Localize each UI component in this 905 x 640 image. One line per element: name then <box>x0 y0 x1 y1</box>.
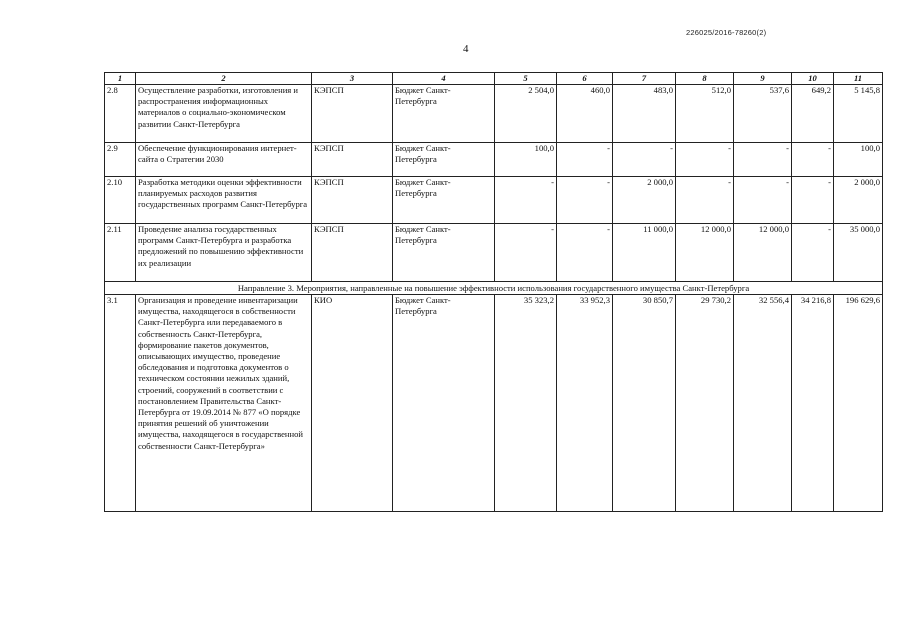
amount-cell: 11 000,0 <box>613 224 676 282</box>
funding-source: Бюджет Санкт-Петербурга <box>393 143 495 177</box>
amount-cell: - <box>734 143 792 177</box>
row-number: 2.8 <box>105 85 136 143</box>
table-row <box>105 177 883 224</box>
amount-cell: - <box>676 177 734 224</box>
column-header: 4 <box>393 73 495 85</box>
activity-name: Проведение анализа государственных программ Санкт-Петербурга и разработка предложений по повышению эффективности их реализации <box>136 224 312 282</box>
amount-cell: 35 323,2 <box>495 295 557 512</box>
table-row <box>105 85 883 143</box>
amount-cell: 649,2 <box>792 85 834 143</box>
amount-cell: 460,0 <box>557 85 613 143</box>
table-row <box>105 224 883 282</box>
amount-cell: - <box>792 224 834 282</box>
amount-cell: 483,0 <box>613 85 676 143</box>
amount-cell: 32 556,4 <box>734 295 792 512</box>
amount-cell: - <box>792 177 834 224</box>
amount-cell: 537,6 <box>734 85 792 143</box>
amount-cell: 33 952,3 <box>557 295 613 512</box>
table-row <box>105 295 883 512</box>
total-cell: 35 000,0 <box>834 224 883 282</box>
executor: КЭПСП <box>312 143 393 177</box>
amount-cell: - <box>495 177 557 224</box>
activity-name: Осуществление разработки, изготовления и распространения информационных материалов о социально-экономическом развитии Санкт-Петербурга <box>136 85 312 143</box>
row-number: 2.11 <box>105 224 136 282</box>
amount-cell: - <box>557 177 613 224</box>
amount-cell: 30 850,7 <box>613 295 676 512</box>
column-header: 1 <box>105 73 136 85</box>
total-cell: 196 629,6 <box>834 295 883 512</box>
funding-source: Бюджет Санкт-Петербурга <box>393 85 495 143</box>
column-header: 3 <box>312 73 393 85</box>
column-number-row <box>105 73 883 85</box>
amount-cell: 2 504,0 <box>495 85 557 143</box>
table-row <box>105 143 883 177</box>
page-number: 4 <box>463 43 469 55</box>
column-header: 8 <box>676 73 734 85</box>
funding-source: Бюджет Санкт-Петербурга <box>393 295 495 512</box>
column-header: 10 <box>792 73 834 85</box>
amount-cell: 2 000,0 <box>613 177 676 224</box>
activity-name: Разработка методики оценки эффективности планируемых расходов развития государственных программ Санкт-Петербурга <box>136 177 312 224</box>
amount-cell: 12 000,0 <box>734 224 792 282</box>
activity-name: Обеспечение функционирования интернет-сайта о Стратегии 2030 <box>136 143 312 177</box>
row-number: 2.9 <box>105 143 136 177</box>
amount-cell: 29 730,2 <box>676 295 734 512</box>
amount-cell: - <box>495 224 557 282</box>
total-cell: 5 145,8 <box>834 85 883 143</box>
column-header: 9 <box>734 73 792 85</box>
document-registration-number: 226025/2016-78260(2) <box>686 28 767 37</box>
column-header: 5 <box>495 73 557 85</box>
amount-cell: - <box>676 143 734 177</box>
column-header: 2 <box>136 73 312 85</box>
amount-cell: 34 216,8 <box>792 295 834 512</box>
amount-cell: - <box>557 224 613 282</box>
funding-source: Бюджет Санкт-Петербурга <box>393 177 495 224</box>
amount-cell: 512,0 <box>676 85 734 143</box>
amount-cell: - <box>557 143 613 177</box>
executor: КЭПСП <box>312 85 393 143</box>
row-number: 3.1 <box>105 295 136 512</box>
activity-name: Организация и проведение инвентаризации имущества, находящегося в собственности Санкт-Петербурга или передаваемого в собственность Санкт-Петербурга, формирование пакетов документов, описывающих имущество, проведение обследования и подготовка документов о техническом состоянии нежилых зданий, строений, сооружений в соответствии с постановлением Правительства Санкт-Петербурга от 19.09.2014 № 877 «О порядке принятия решений об уничтожении имущества, находящегося в государственной собственности Санкт-Петербурга» <box>136 295 312 512</box>
amount-cell: 100,0 <box>495 143 557 177</box>
total-cell: 100,0 <box>834 143 883 177</box>
column-header: 6 <box>557 73 613 85</box>
funding-source: Бюджет Санкт-Петербурга <box>393 224 495 282</box>
amount-cell: - <box>792 143 834 177</box>
total-cell: 2 000,0 <box>834 177 883 224</box>
amount-cell: - <box>734 177 792 224</box>
executor: КЭПСП <box>312 177 393 224</box>
column-header: 7 <box>613 73 676 85</box>
executor: КЭПСП <box>312 224 393 282</box>
budget-table <box>104 72 883 512</box>
amount-cell: - <box>613 143 676 177</box>
executor: КИО <box>312 295 393 512</box>
section-title: Направление 3. Мероприятия, направленные на повышение эффективности использования государственного имущества Санкт-Петербурга <box>105 282 883 295</box>
amount-cell: 12 000,0 <box>676 224 734 282</box>
column-header: 11 <box>834 73 883 85</box>
row-number: 2.10 <box>105 177 136 224</box>
section-header-row <box>105 282 883 295</box>
